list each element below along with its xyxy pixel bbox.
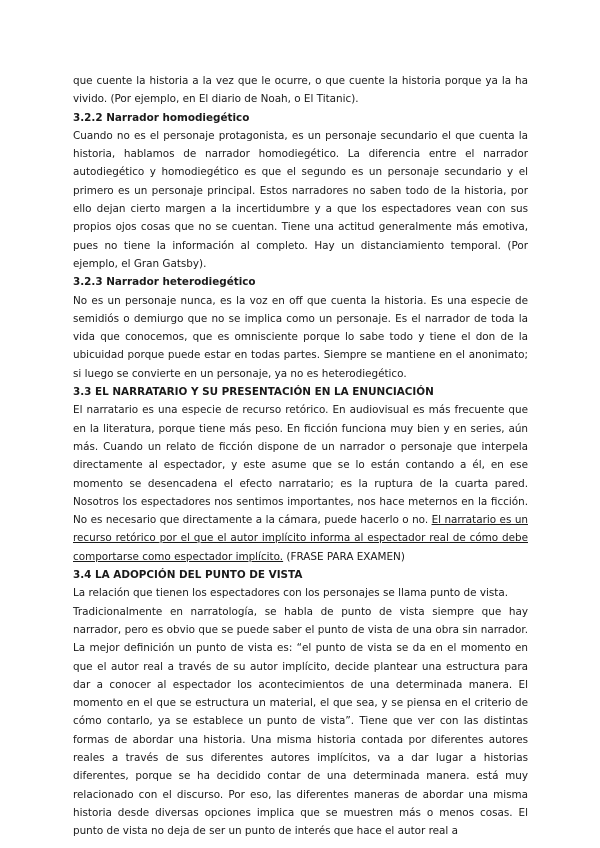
paragraph-punto-de-vista-intro: La relación que tienen los espectadores con los personajes se llama punto de vista. <box>73 587 509 600</box>
paragraph-punto-de-vista: Tradicionalmente en narratología, se habla de punto de vista siempre que hay narrador, pero es obvio que se puede saber el punto de vista de una obra sin narrador. La mejor definición un punto de vista es: “el punto de vista se da en el momento en que el autor real a través de su autor implícito, decide plantear una estructura para dar a conocer al espectador los acontecimientos de una determinada manera. El momento en el que se estructura un material, el que sea, y se piensa en el criterio de cómo contarlo, ya se establece un punto de vista”. Tiene que ver con las distintas formas de abordar una historia. Una misma historia contada por diferentes autores reales a través de sus diferentes autores implícitos, va a dar lugar a historias diferentes, porque se ha decidido contar de una determinada manera. está muy relacionado con el discurso. Por eso, las diferentes maneras de abordar una misma historia desde diversas opciones implica que se muestren más o menos cosas. El punto de vista no deja de ser un punto de interés que hace el autor real a <box>73 605 528 838</box>
paragraph-narratario <box>73 401 528 566</box>
heading-punto-de-vista: 3.4 LA ADOPCIÓN DEL PUNTO DE VISTA <box>73 569 303 582</box>
narratario-underlined-definition: El narratario es un recurso retórico por el que el autor implícito informa al espectador real de cómo debe comportarse como espectador implícito. <box>73 514 528 563</box>
paragraph-homodiegetico: Cuando no es el personaje protagonista, es un personaje secundario el que cuenta la historia, hablamos de narrador homodiegético. La diferencia entre el narrador autodiegético y homodiegético es que el segundo es un personaje secundario y el primero es un personaje principal. Estos narradores no saben todo de la historia, por ello dejan cierto margen a la incertidumbre y a que los espectadores vean con sus propios ojos cosas que no se cuentan. Tiene una actitud generalmente más emotiva, pues no tiene la información al completo. Hay un distanciamiento temporal. (Por ejemplo, el Gran Gatsby). <box>73 129 528 270</box>
heading-homodiegetico: 3.2.2 Narrador homodiegético <box>73 111 250 124</box>
heading-heterodiegetico: 3.2.3 Narrador heterodiegético <box>73 276 256 289</box>
narratario-text: El narratario es una especie de recurso retórico. En audiovisual es más frecuente que en la literatura, porque tiene más peso. En ficción funciona muy bien y en series, aún más. Cuando un relato de ficción dispone de un narrador o personaje que interpela directamente al espectador, y este asume que se lo están contando a él, en ese momento se desencadena el efecto narratario; es la ruptura de la cuarta pared. Nosotros los espectadores nos sentimos importantes, nos hace meternos en la ficción. No es necesario que directamente a la cámara, puede hacerlo o no. <box>73 404 528 527</box>
document-page <box>73 72 528 840</box>
paragraph-heterodiegetico: No es un personaje nunca, es la voz en off que cuenta la historia. Es una especie de semidiós o demiurgo que no se implica como un personaje. Es el narrador de toda la vida que conocemos, que es omnisciente porque lo sabe todo y tiene el don de la ubicuidad porque puede estar en todas partes. Siempre se mantiene en el anonimato; si luego se convierte en un personaje, ya no es heterodiegético. <box>73 294 528 380</box>
heading-narratario: 3.3 EL NARRATARIO Y SU PRESENTACIÓN EN LA ENUNCIACIÓN <box>73 386 434 399</box>
narratario-note: (FRASE PARA EXAMEN) <box>283 550 405 563</box>
paragraph-intro: que cuente la historia a la vez que le ocurre, o que cuente la historia porque ya la ha vivido. (Por ejemplo, en El diario de Noah, o El Titanic). <box>73 75 528 106</box>
